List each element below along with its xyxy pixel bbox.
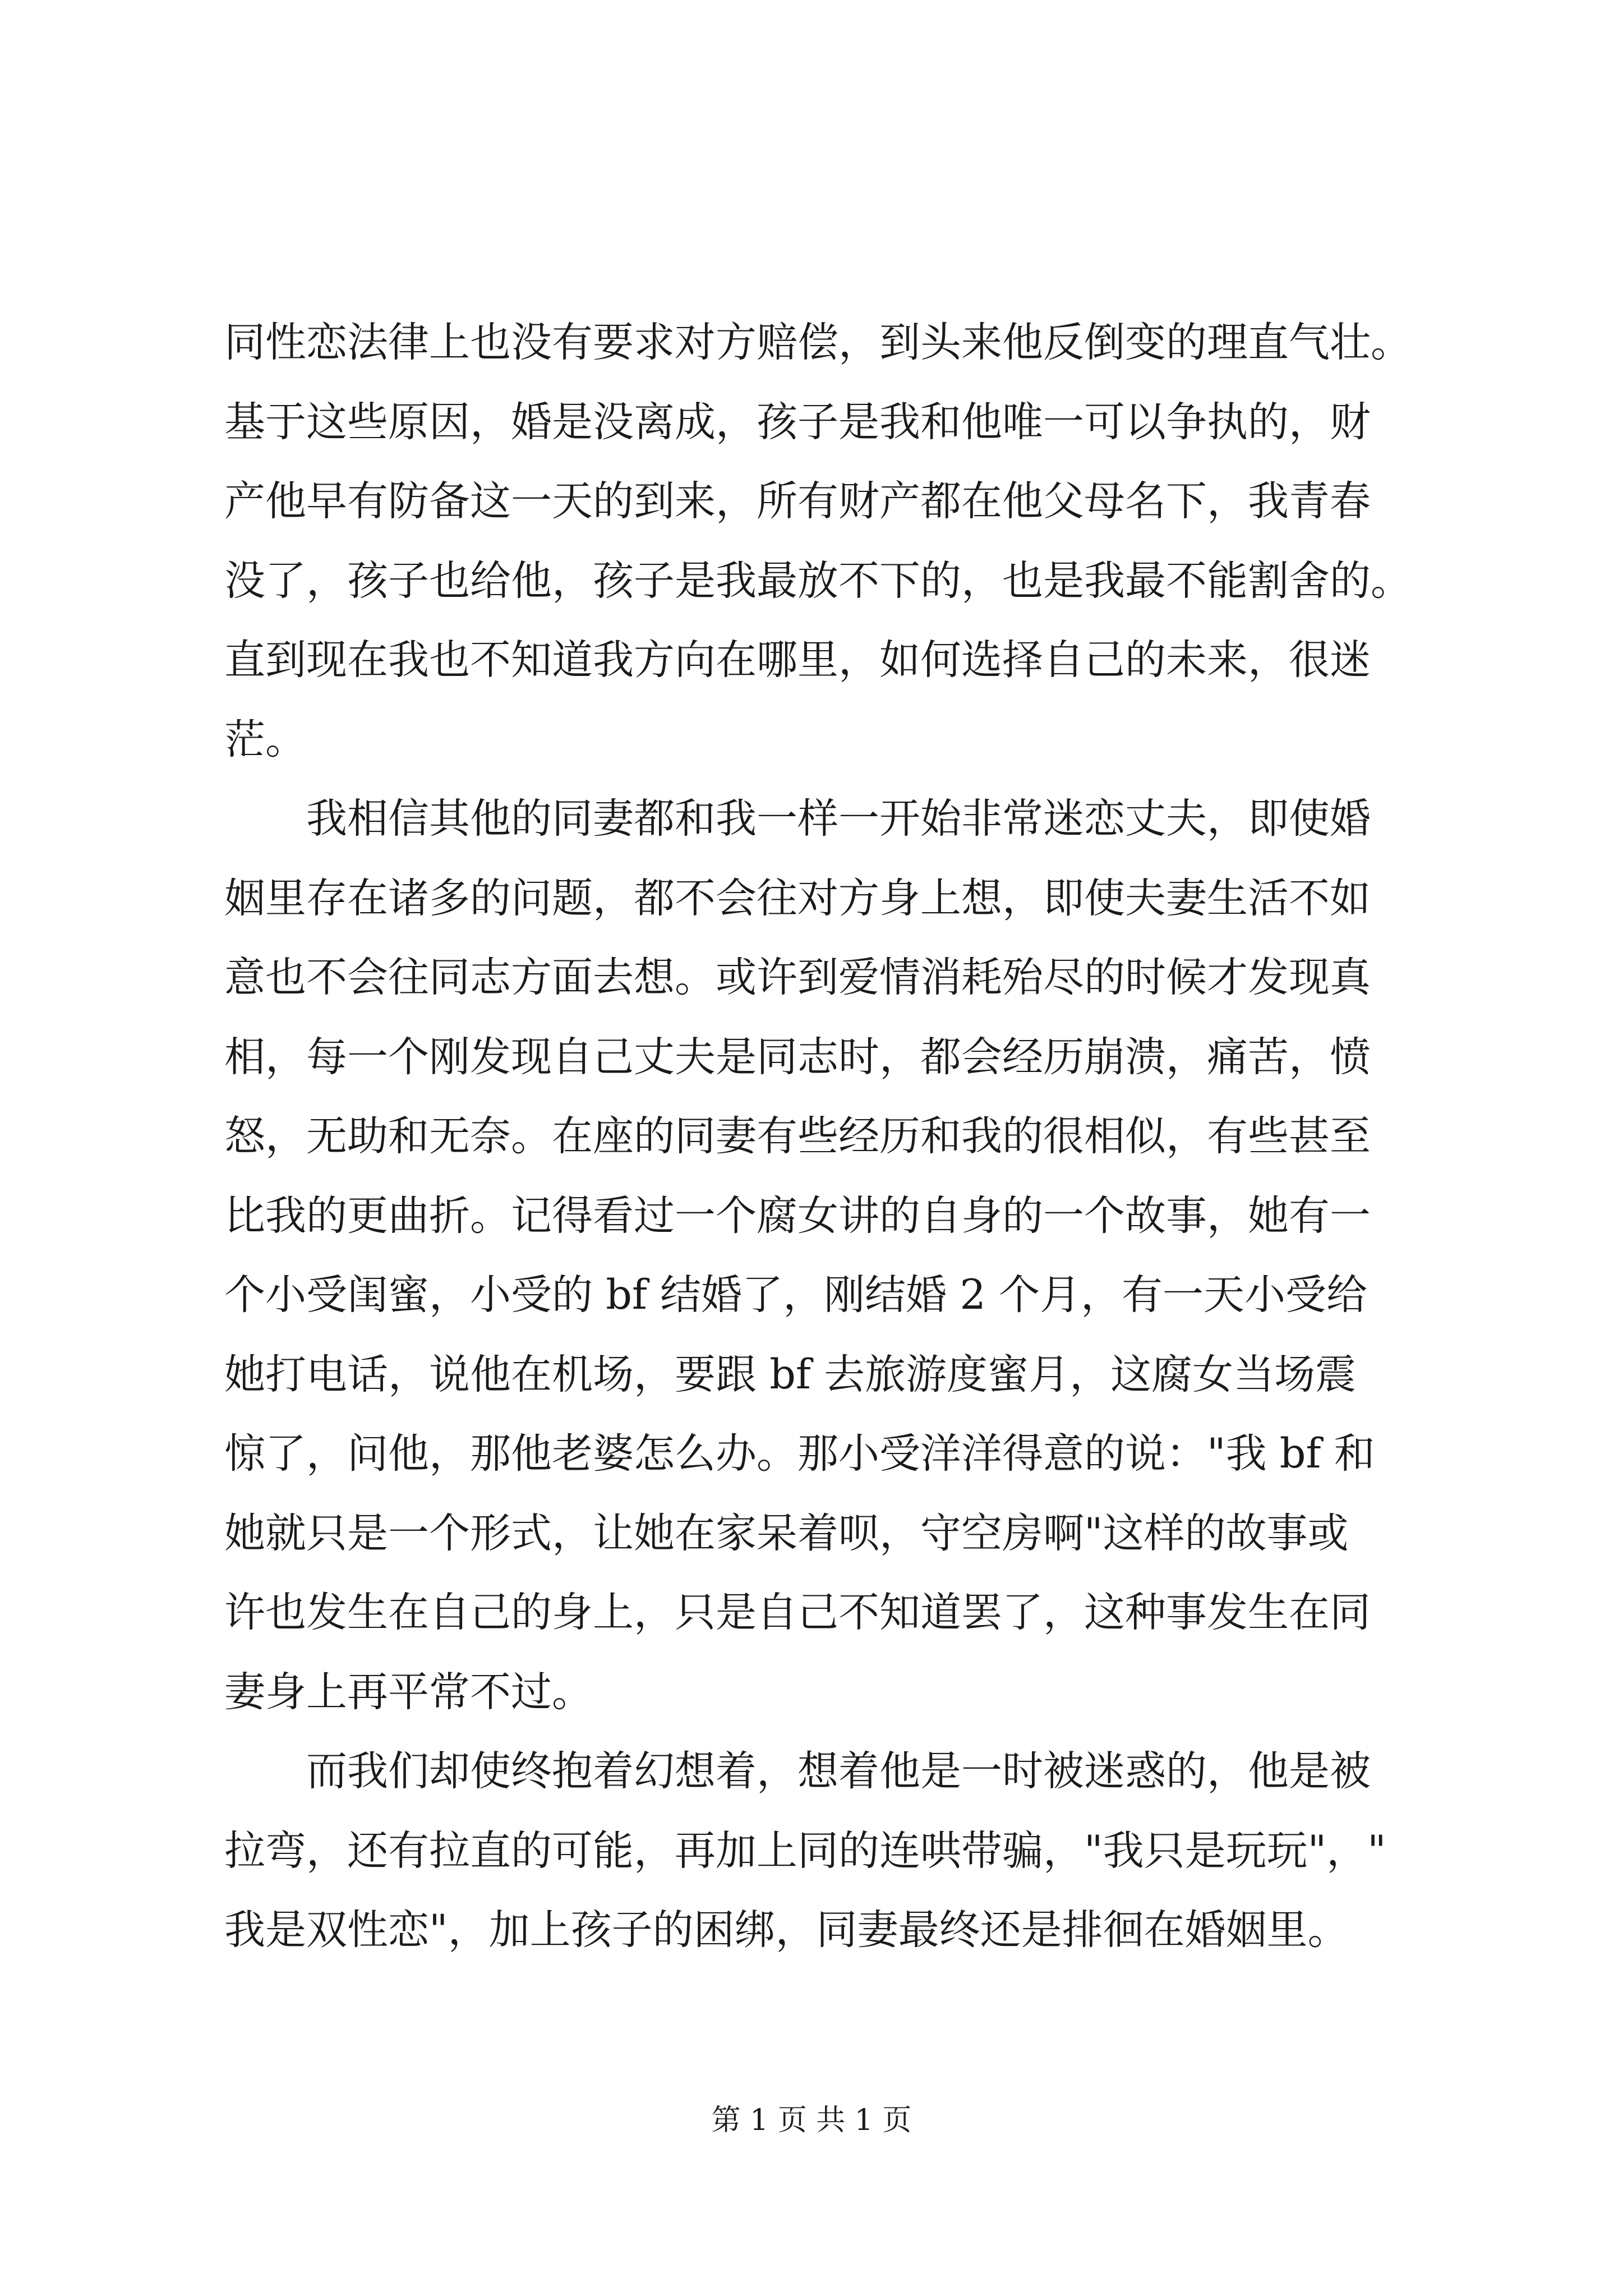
text-line: 姻里存在诸多的问题，都不会往对方身上想，即使夫妻生活不如 (224, 874, 1371, 922)
text-line: 比我的更曲折。记得看过一个腐女讲的自身的一个故事，她有一 (224, 1191, 1371, 1240)
text-line: 她就只是一个形式，让她在家呆着呗，守空房啊"这样的故事或 (224, 1509, 1349, 1557)
page-number: 第 1 页 共 1 页 (711, 2104, 912, 2137)
text-line: 拉弯，还有拉直的可能，再加上同的连哄带骗，"我只是玩玩"，" (224, 1826, 1386, 1875)
text-line: 茫。 (224, 715, 306, 763)
document-body (224, 303, 1419, 1970)
text-line: 基于这些原因，婚是没离成，孩子是我和他唯一可以争执的，财 (224, 398, 1371, 446)
page-footer (0, 2101, 1623, 2140)
text-line: 直到现在我也不知道我方向在哪里，如何选择自己的未来，很迷 (224, 636, 1371, 684)
text-line: 妻身上再平常不过。 (224, 1668, 593, 1716)
text-line: 而我们却使终抱着幻想着，想着他是一时被迷惑的，他是被 (224, 1747, 1371, 1795)
text-line: 意也不会往同志方面去想。或许到爱情消耗殆尽的时候才发现真 (224, 954, 1371, 1001)
text-line: 同性恋法律上也没有要求对方赔偿，到头来他反倒变的理直气壮。 (224, 319, 1412, 366)
paragraph-1 (224, 303, 1419, 779)
text-line: 相，每一个刚发现自己丈夫是同志时，都会经历崩溃，痛苦，愤 (224, 1033, 1371, 1081)
text-line: 个小受闺蜜，小受的 bf 结婚了，刚结婚 2 个月，有一天小受给 (224, 1271, 1368, 1319)
text-line: 惊了，问他，那他老婆怎么办。那小受洋洋得意的说："我 bf 和 (224, 1430, 1375, 1478)
text-line: 我相信其他的同妻都和我一样一开始非常迷恋丈夫，即使婚 (224, 795, 1371, 843)
paragraph-3 (224, 1732, 1419, 1970)
text-line: 产他早有防备这一天的到来，所有财产都在他父母名下，我青春 (224, 477, 1371, 525)
text-line: 没了，孩子也给他，孩子是我最放不下的，也是我最不能割舍的。 (224, 556, 1412, 605)
text-line: 怒，无助和无奈。在座的同妻有些经历和我的很相似，有些甚至 (224, 1112, 1371, 1160)
paragraph-2 (224, 779, 1419, 1732)
text-line: 她打电话，说他在机场，要跟 bf 去旅游度蜜月，这腐女当场震 (224, 1350, 1357, 1398)
text-line: 我是双性恋"，加上孩子的困绑，同妻最终还是排徊在婚姻里。 (224, 1906, 1349, 1954)
text-line: 许也发生在自己的身上，只是自己不知道罢了，这种事发生在同 (224, 1589, 1371, 1636)
